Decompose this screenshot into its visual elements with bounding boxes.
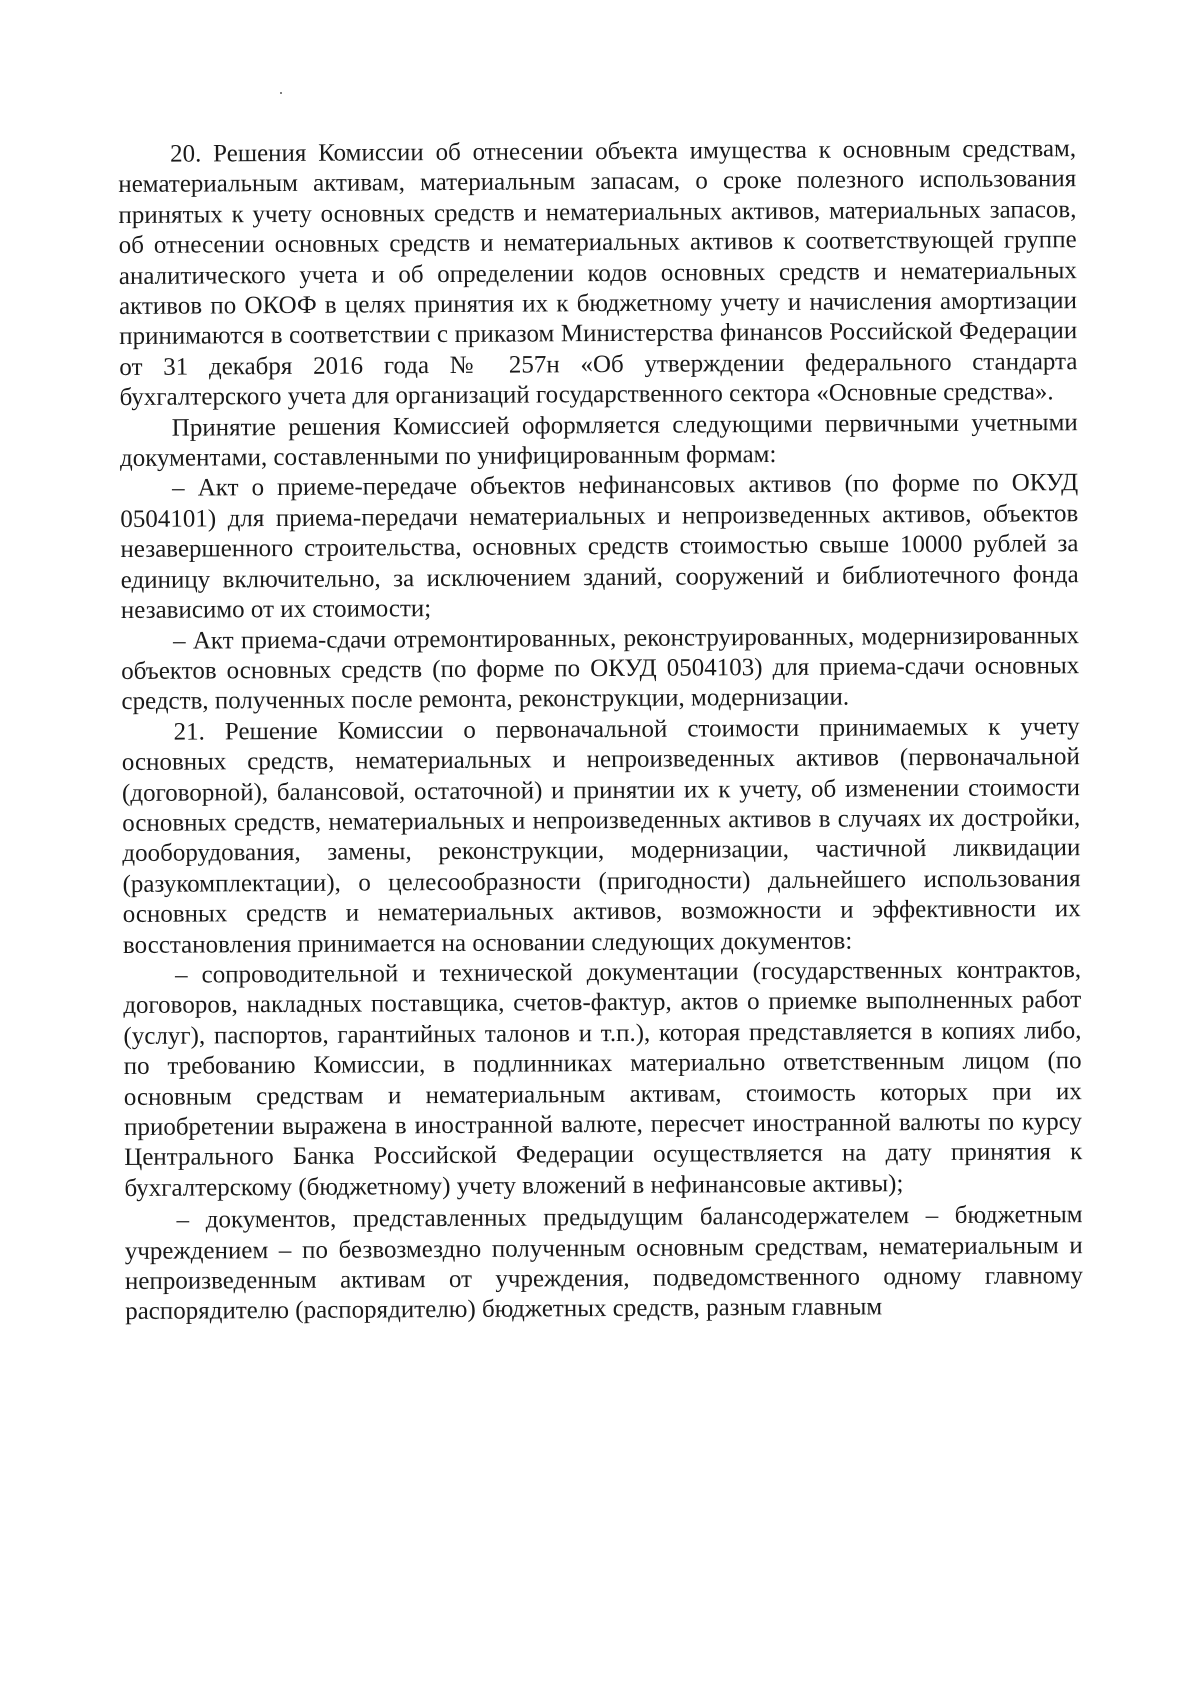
list-item-act-0504103: – Акт приема-сдачи отремонтированных, реконструированных, модернизированных объектов основных средств (по форме по ОКУД 0504103) для приема-сдачи основных средств, полученных после ремонта, реконструкции, модернизации. [121,621,1080,716]
list-item-previous-holder-documents: – документов, представленных предыдущим балансодержателем – бюджетным учреждением – по безвозмездно полученным основным средствам, нематериальным и непроизведенным активам от учреждения, подведомственного одному главному распорядителю (распорядителю) бюджетных средств, разным главным [124,1201,1084,1326]
paragraph-21-initial-cost: 21. Решение Комиссии о первоначальной стоимости принимаемых к учету основных средств, нематериальных и непроизведенных активов (первоначальной (договорной), балансовой, остаточной) и принятии их к учету, об изменении стоимости основных средств, нематериальных и непроизведенных активов в случаях их достройки, дооборудования, замены, реконструкции, модернизации, частичной ликвидации (разукомплектации), о целесообразности (пригодности) дальнейшего использования основных средств и нематериальных активов, возможности и эффективности их восстановления принимается на основании следующих документов: [121,712,1081,959]
paragraph-primary-documents: Принятие решения Комиссией оформляется следующими первичными учетными документами, составленными по унифицированным формам: [119,408,1078,473]
document-body [118,134,1083,1328]
list-item-technical-documentation: – сопроводительной и технической документации (государственных контрактов, договоров, накладных поставщика, счетов-фактур, актов о приемке выполненных работ (услуг), паспортов, гарантийных талонов и т.п.), которая представляется в копиях либо, по требованию Комиссии, в подлинниках материально ответственным лицом (по основным средствам и нематериальным активам, стоимость которых при их приобретении выражена в иностранной валюте, пересчет иностранной валюты по курсу Центрального Банка Российской Федерации осуществляется на дату принятия к бухгалтерскому (бюджетному) учету вложений в нефинансовые активы); [123,956,1083,1202]
scan-speck [280,92,282,94]
list-item-act-0504101: – Акт о приеме-передаче объектов нефинансовых активов (по форме по ОКУД 0504101) для приема-передачи нематериальных и непроизведенных активов, объектов незавершенного строительства, основных средств стоимостью свыше 10000 рублей за единицу включительно, за исключением зданий, сооружений и библиотечного фонда независимо от их стоимости; [120,469,1079,625]
paragraph-20-decisions: 20. Решения Комиссии об отнесении объекта имущества к основным средствам, нематериальным активам, материальным запасам, о сроке полезного использования принятых к учету основных средств и нематериальных активов, материальных запасов, об отнесении основных средств и нематериальных активов к соответствующей группе аналитического учета и об определении кодов основных средств и нематериальных активов по ОКОФ в целях принятия их к бюджетному учету и начисления амортизации принимаются в соответствии с приказом Министерства финансов Российской Федерации от 31 декабря 2016 года № 257н «Об утверждении федерального стандарта бухгалтерского учета для организаций государственного сектора «Основные средства». [118,135,1078,412]
